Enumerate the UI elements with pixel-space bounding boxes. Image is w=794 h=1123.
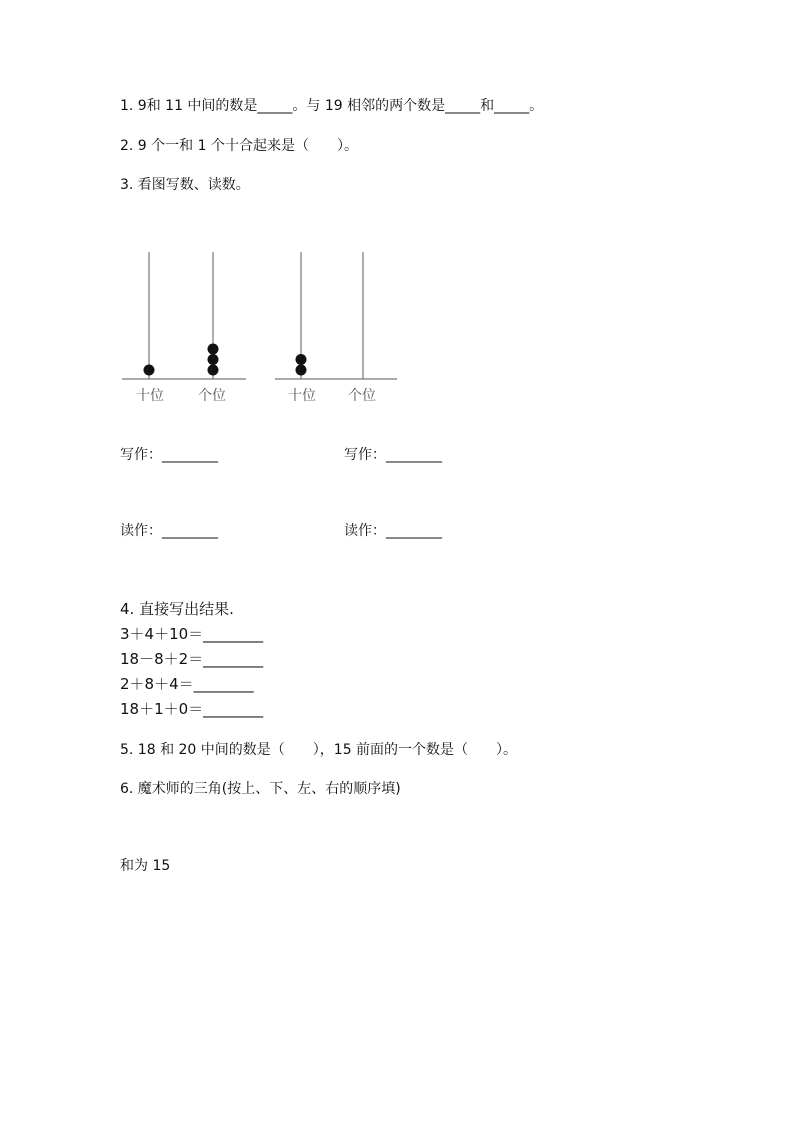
question-6: 6. 魔术师的三角(按上、下、左、右的顺序填) — [120, 781, 401, 797]
abacus-1-label-tens: 十位 — [136, 388, 164, 404]
question-5: 5. 18 和 20 中间的数是（ ），15 前面的一个数是（ ）。 — [120, 742, 518, 758]
abacus-2-label-tens: 十位 — [288, 388, 316, 404]
read-field-1[interactable]: 读作：________ — [120, 523, 218, 539]
bead-group — [144, 344, 307, 376]
equation-4[interactable]: 18＋1＋0＝________ — [120, 700, 264, 718]
equation-3[interactable]: 2＋8＋4＝________ — [120, 675, 254, 693]
question-4-title: 4. 直接写出结果. — [120, 600, 234, 618]
abacus-bead — [296, 354, 307, 365]
question-6-note: 和为 15 — [120, 858, 171, 874]
abacus-bead — [208, 344, 219, 355]
question-3: 3. 看图写数、读数。 — [120, 177, 250, 193]
read-field-2[interactable]: 读作：________ — [344, 523, 442, 539]
abacus-2-label-ones: 个位 — [348, 388, 376, 404]
abacus-bead — [208, 365, 219, 376]
question-2: 2. 9 个一和 1 个十合起来是（ ）。 — [120, 138, 358, 154]
equation-2[interactable]: 18－8＋2＝________ — [120, 650, 264, 668]
abacus-diagram — [118, 240, 408, 410]
write-field-2[interactable]: 写作：________ — [344, 447, 442, 463]
abacus-bead — [296, 365, 307, 376]
abacus-1-label-ones: 个位 — [198, 388, 226, 404]
abacus-bead — [144, 365, 155, 376]
equation-1[interactable]: 3＋4＋10＝________ — [120, 625, 264, 643]
abacus-bead — [208, 354, 219, 365]
question-1: 1. 9和 11 中间的数是_____。与 19 相邻的两个数是_____和_____。 — [120, 98, 544, 114]
write-field-1[interactable]: 写作：________ — [120, 447, 218, 463]
